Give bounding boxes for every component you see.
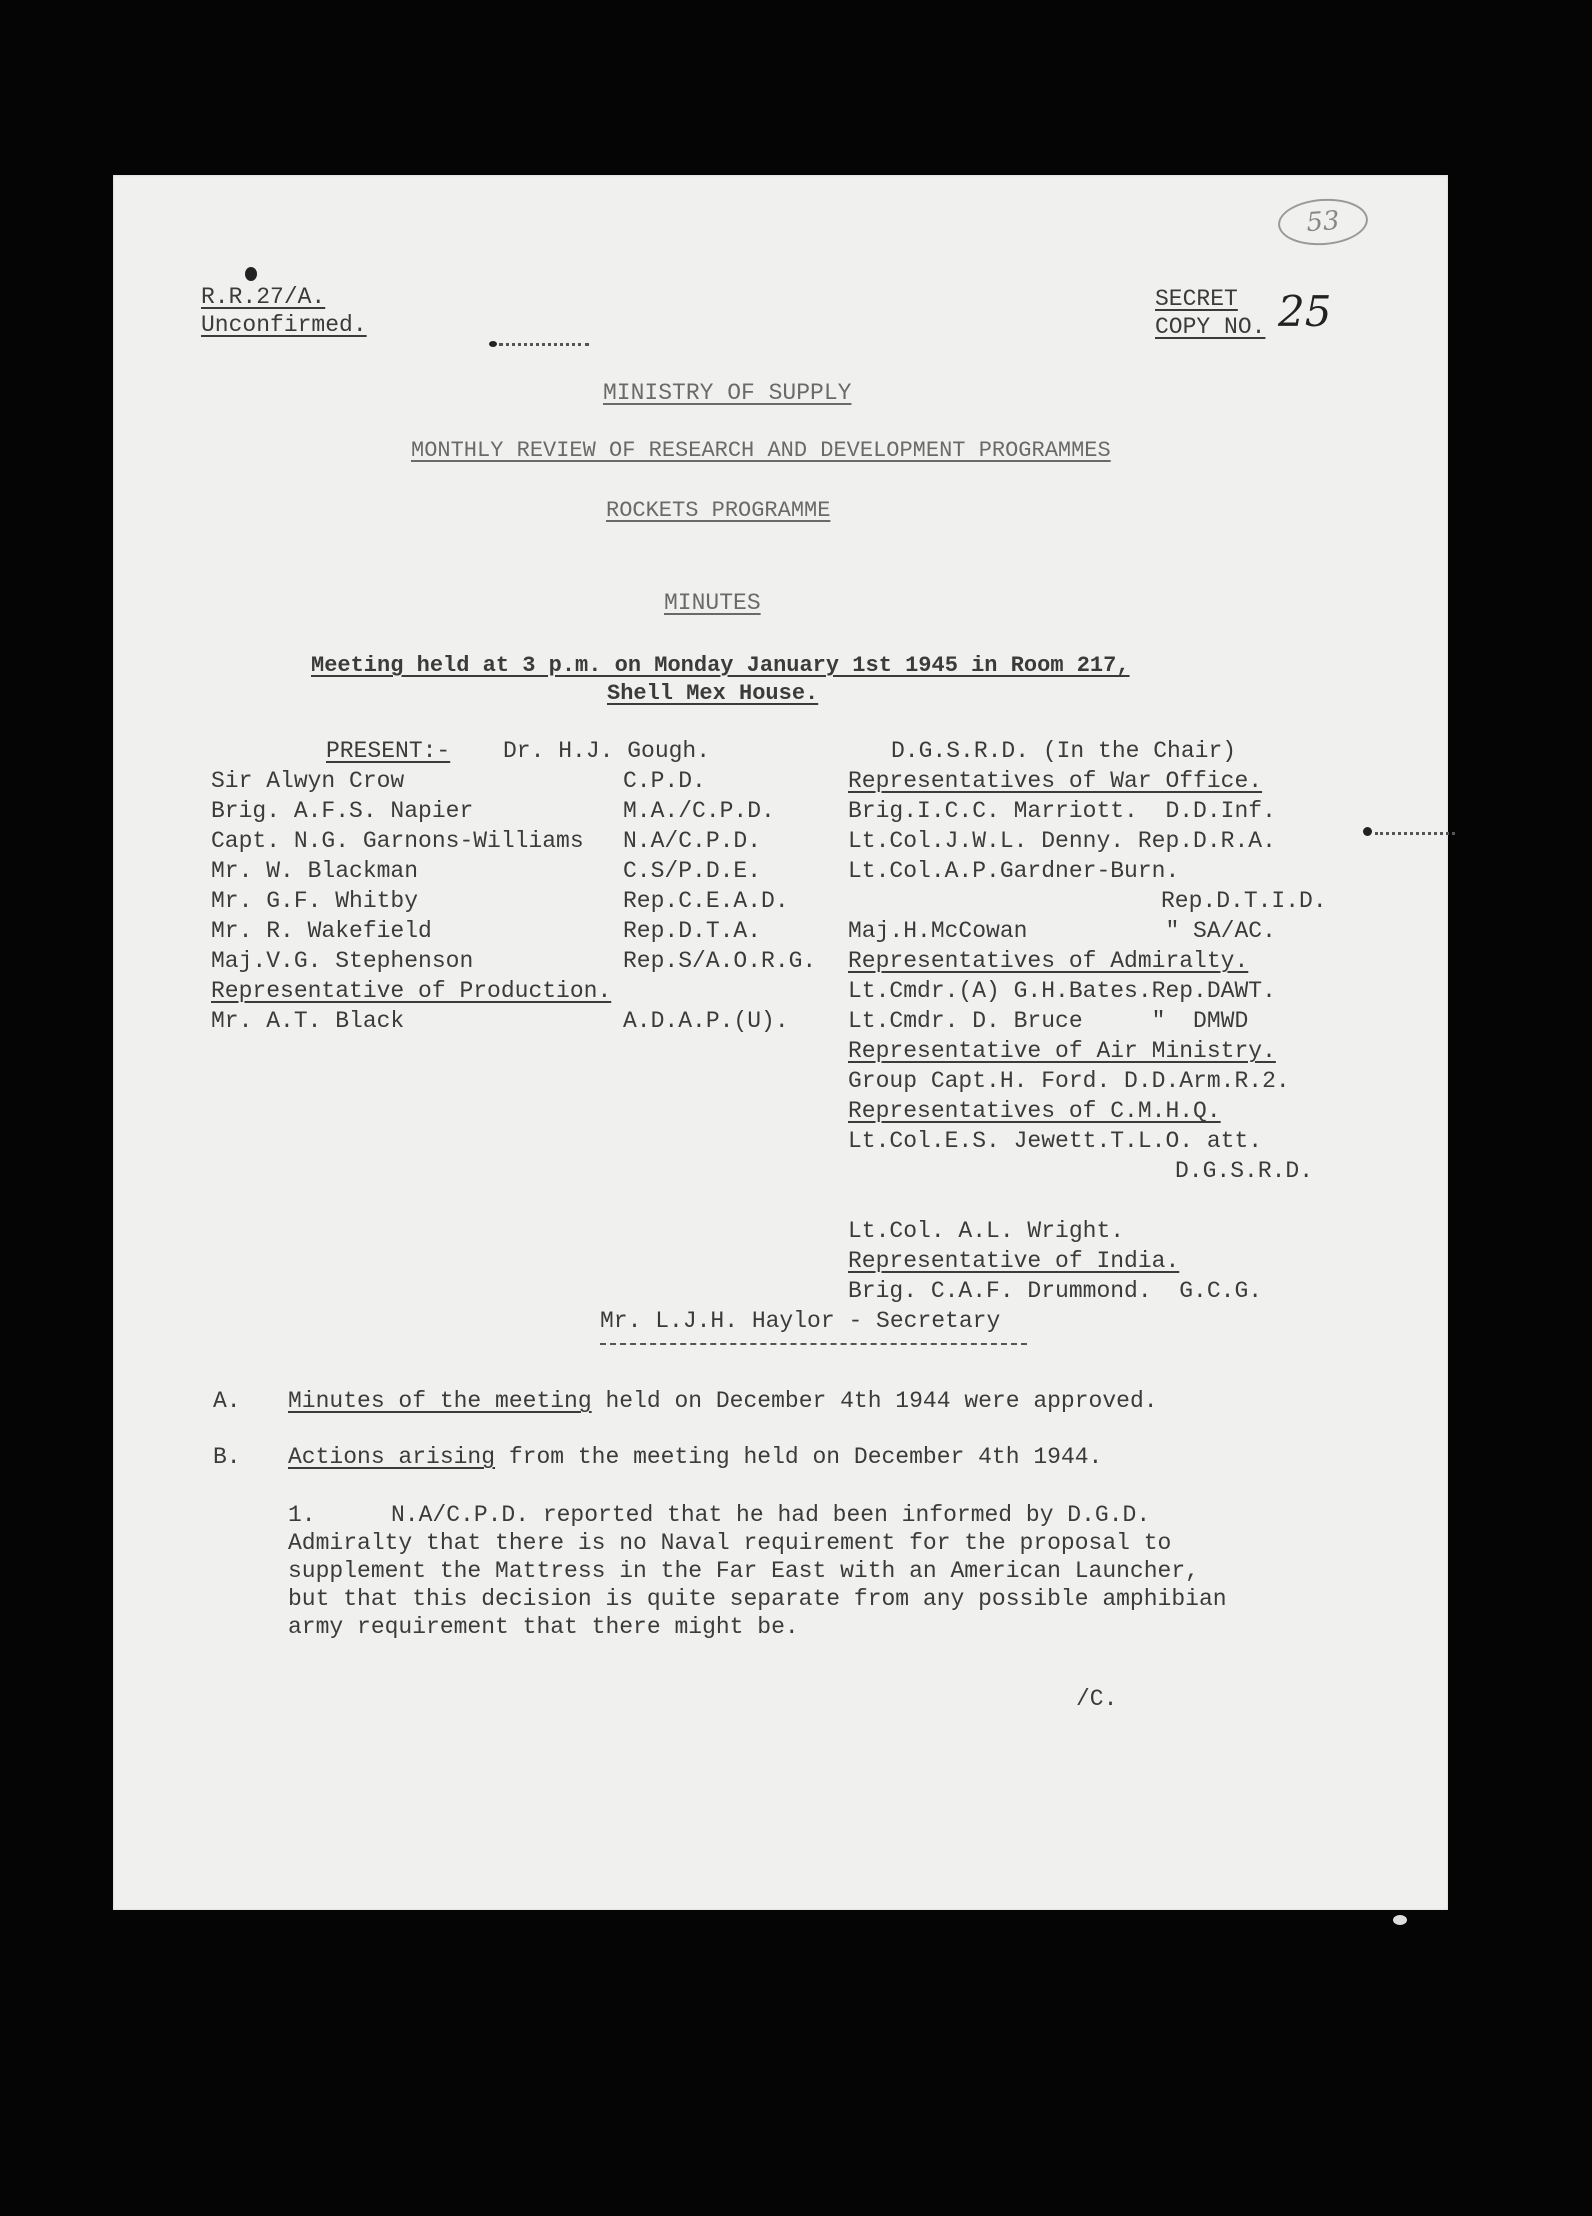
attendee-entry: Maj.H.McCowan " SA/AC. xyxy=(848,918,1276,944)
document-page xyxy=(113,175,1448,1910)
paragraph-number: 1. xyxy=(288,1502,316,1528)
copy-label: COPY NO. xyxy=(1155,314,1266,340)
attendee-name: Capt. N.G. Garnons-Williams xyxy=(211,828,584,854)
attendee-name: Mr. R. Wakefield xyxy=(211,918,432,944)
ministry-heading: MINISTRY OF SUPPLY xyxy=(603,380,852,406)
attendee-name: Sir Alwyn Crow xyxy=(211,768,405,794)
section-heading: Representative of Air Ministry. xyxy=(848,1038,1276,1064)
paragraph-line: but that this decision is quite separate from any possible amphibian xyxy=(288,1586,1227,1612)
item-text: Minutes of the meeting held on December 4th 1944 were approved. xyxy=(288,1388,1158,1414)
item-text: Actions arising from the meeting held on December 4th 1944. xyxy=(288,1444,1103,1470)
attendee-role: M.A./C.P.D. xyxy=(623,798,775,824)
section-heading: Representatives of C.M.H.Q. xyxy=(848,1098,1221,1124)
copy-number: 25 xyxy=(1278,287,1332,336)
meeting-line-1: Meeting held at 3 p.m. on Monday January 1st 1945 in Room 217, xyxy=(311,653,1130,678)
continuation-mark: /C. xyxy=(1076,1686,1118,1712)
section-heading: Representatives of Admiralty. xyxy=(848,948,1249,974)
attendee-name: Brig. A.F.S. Napier xyxy=(211,798,474,824)
reference-number: R.R.27/A. xyxy=(201,284,326,310)
section-heading: Representative of India. xyxy=(848,1248,1180,1274)
ink-speck xyxy=(245,267,257,281)
attendee-entry: Lt.Col.E.S. Jewett.T.L.O. att. xyxy=(848,1128,1263,1154)
minutes-heading: MINUTES xyxy=(664,590,761,616)
chair-role: D.G.S.R.D. (In the Chair) xyxy=(891,738,1237,764)
present-label: PRESENT:- xyxy=(326,738,451,764)
item-letter: A. xyxy=(213,1388,241,1414)
attendee-name: Mr. A.T. Black xyxy=(211,1008,405,1034)
attendee-role: N.A/C.P.D. xyxy=(623,828,762,854)
ink-speck xyxy=(489,341,497,347)
review-heading: MONTHLY REVIEW OF RESEARCH AND DEVELOPMENT PROGRAMMES xyxy=(411,438,1111,463)
paragraph-line: N.A/C.P.D. reported that he had been informed by D.G.D. xyxy=(391,1502,1151,1528)
secretary-line: Mr. L.J.H. Haylor - Secretary xyxy=(600,1308,1001,1334)
attendee-entry: Lt.Col. A.L. Wright. xyxy=(848,1218,1125,1244)
chair-name: Dr. H.J. Gough. xyxy=(503,738,711,764)
production-heading: Representative of Production. xyxy=(211,978,612,1004)
attendee-entry: Rep.D.T.I.D. xyxy=(1161,888,1327,914)
paragraph-line: Admiralty that there is no Naval requirement for the proposal to xyxy=(288,1530,1172,1556)
attendee-entry: D.G.S.R.D. xyxy=(1175,1158,1314,1184)
attendee-role: A.D.A.P.(U). xyxy=(623,1008,789,1034)
secretary-rule xyxy=(600,1343,1027,1345)
meeting-line-2: Shell Mex House. xyxy=(607,681,819,706)
attendee-entry: Lt.Cmdr.(A) G.H.Bates.Rep.DAWT. xyxy=(848,978,1276,1004)
attendee-role: C.S/P.D.E. xyxy=(623,858,762,884)
attendee-entry: Lt.Cmdr. D. Bruce " DMWD xyxy=(848,1008,1249,1034)
scan-artifact xyxy=(1393,1915,1407,1925)
attendee-role: C.P.D. xyxy=(623,768,706,794)
attendee-entry: Lt.Col.A.P.Gardner-Burn. xyxy=(848,858,1180,884)
classification-label: SECRET xyxy=(1155,286,1238,312)
paragraph-line: army requirement that there might be. xyxy=(288,1614,799,1640)
ink-speck xyxy=(1363,827,1372,836)
attendee-entry: Lt.Col.J.W.L. Denny. Rep.D.R.A. xyxy=(848,828,1276,854)
attendee-role: Rep.D.T.A. xyxy=(623,918,762,944)
paragraph-line: supplement the Mattress in the Far East with an American Launcher, xyxy=(288,1558,1199,1584)
margin-dots xyxy=(499,343,589,346)
margin-dots xyxy=(1375,832,1455,835)
attendee-name: Mr. G.F. Whitby xyxy=(211,888,419,914)
folio-stamp: 53 xyxy=(1277,196,1370,248)
reference-status: Unconfirmed. xyxy=(201,312,367,338)
item-letter: B. xyxy=(213,1444,241,1470)
section-heading: Representatives of War Office. xyxy=(848,768,1263,794)
attendee-name: Mr. W. Blackman xyxy=(211,858,419,884)
attendee-entry: Brig. C.A.F. Drummond. G.C.G. xyxy=(848,1278,1263,1304)
attendee-entry: Brig.I.C.C. Marriott. D.D.Inf. xyxy=(848,798,1276,824)
attendee-name: Maj.V.G. Stephenson xyxy=(211,948,474,974)
attendee-entry: Group Capt.H. Ford. D.D.Arm.R.2. xyxy=(848,1068,1290,1094)
programme-heading: ROCKETS PROGRAMME xyxy=(606,498,831,523)
attendee-role: Rep.C.E.A.D. xyxy=(623,888,789,914)
attendee-role: Rep.S/A.O.R.G. xyxy=(623,948,817,974)
